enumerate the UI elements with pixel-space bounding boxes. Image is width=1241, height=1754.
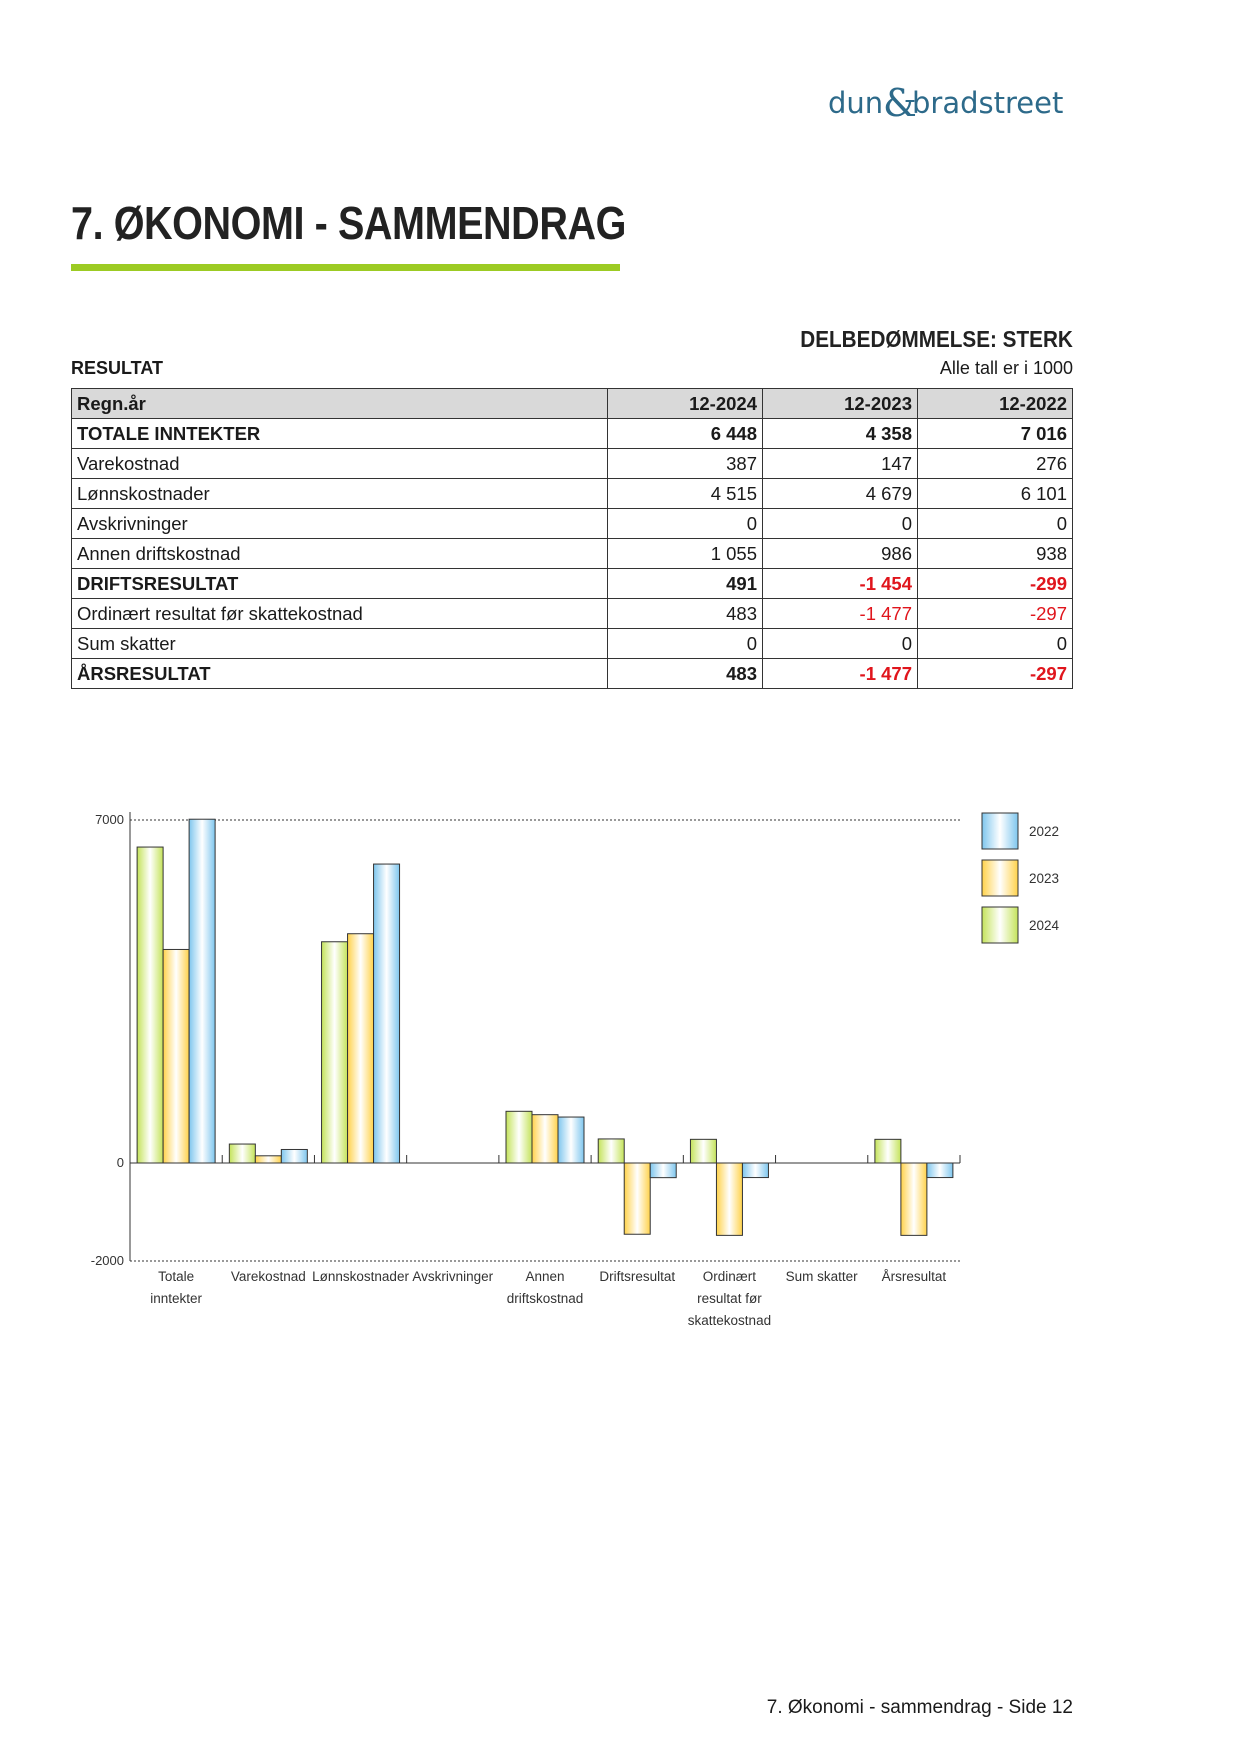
row-label: Ordinært resultat før skattekostnad <box>72 599 608 629</box>
table-row <box>72 419 1073 449</box>
bar-2023 <box>624 1163 650 1234</box>
row-value: -1 477 <box>763 599 918 629</box>
bar-2024 <box>322 942 348 1163</box>
legend-label-2023: 2023 <box>1029 871 1060 886</box>
row-value: 147 <box>763 449 918 479</box>
row-value: -1 477 <box>763 659 918 689</box>
bar-2024 <box>137 847 163 1163</box>
header-year-2022: 12-2022 <box>918 389 1073 419</box>
table-row <box>72 509 1073 539</box>
row-label: Lønnskostnader <box>72 479 608 509</box>
table-row <box>72 479 1073 509</box>
row-label: Annen driftskostnad <box>72 539 608 569</box>
row-value: 0 <box>763 509 918 539</box>
row-value: 0 <box>608 629 763 659</box>
row-value: 491 <box>608 569 763 599</box>
bar-2023 <box>901 1163 927 1235</box>
bar-2022 <box>558 1117 584 1163</box>
header-label: Regn.år <box>72 389 608 419</box>
table-header-row <box>72 389 1073 419</box>
bar-2022 <box>189 819 215 1163</box>
row-label: DRIFTSRESULTAT <box>72 569 608 599</box>
row-value: 387 <box>608 449 763 479</box>
row-value: 0 <box>608 509 763 539</box>
row-value: 1 055 <box>608 539 763 569</box>
row-value: 0 <box>918 629 1073 659</box>
legend-swatch-2023 <box>982 860 1018 896</box>
title-underline <box>71 264 620 271</box>
x-category-label: Lønnskostnader <box>312 1269 409 1284</box>
bar-2023 <box>532 1115 558 1163</box>
bar-2022 <box>927 1163 953 1178</box>
legend-label-2024: 2024 <box>1029 918 1060 933</box>
results-bar-chart <box>0 780 1241 1340</box>
table-row <box>72 629 1073 659</box>
table-row <box>72 539 1073 569</box>
rating-heading: DELBEDØMMELSE: STERK <box>800 326 1073 352</box>
row-value: -299 <box>918 569 1073 599</box>
bar-2024 <box>229 1144 255 1163</box>
row-value: 4 679 <box>763 479 918 509</box>
row-value: 483 <box>608 599 763 629</box>
bar-2024 <box>598 1139 624 1163</box>
header-year-2024: 12-2024 <box>608 389 763 419</box>
row-value: -297 <box>918 599 1073 629</box>
row-value: 986 <box>763 539 918 569</box>
row-value: 0 <box>918 509 1073 539</box>
table-row <box>72 569 1073 599</box>
bar-2023 <box>163 949 189 1163</box>
x-category-label: Totale inntekter <box>150 1269 203 1306</box>
row-value: 938 <box>918 539 1073 569</box>
bar-2022 <box>650 1163 676 1178</box>
row-label: TOTALE INNTEKTER <box>72 419 608 449</box>
y-tick-label: -2000 <box>90 1253 124 1268</box>
row-value: 0 <box>763 629 918 659</box>
row-label: Varekostnad <box>72 449 608 479</box>
bar-2024 <box>506 1111 532 1163</box>
header-year-2023: 12-2023 <box>763 389 918 419</box>
page-title: 7. ØKONOMI - SAMMENDRAG <box>71 197 626 249</box>
bar-2023 <box>255 1156 281 1163</box>
row-value: 4 358 <box>763 419 918 449</box>
row-value: 6 448 <box>608 419 763 449</box>
logo-text-left: dun <box>828 86 884 120</box>
row-label: Sum skatter <box>72 629 608 659</box>
row-value: 6 101 <box>918 479 1073 509</box>
row-value: 4 515 <box>608 479 763 509</box>
bar-2023 <box>348 934 374 1163</box>
bar-2022 <box>281 1149 307 1163</box>
bar-2022 <box>742 1163 768 1178</box>
bar-2024 <box>690 1139 716 1163</box>
page-footer: 7. Økonomi - sammendrag - Side 12 <box>766 1697 1073 1718</box>
x-category-label: Sum skatter <box>785 1269 858 1284</box>
dun-bradstreet-logo <box>828 82 1068 126</box>
x-category-label: Ordinært resultat før skattekostnad <box>687 1269 772 1328</box>
x-category-label: Varekostnad <box>230 1269 306 1284</box>
legend-label-2022: 2022 <box>1029 824 1060 839</box>
table-row <box>72 449 1073 479</box>
row-label: Avskrivninger <box>72 509 608 539</box>
x-category-label: Årsresultat <box>881 1269 947 1284</box>
y-tick-label: 0 <box>116 1155 124 1170</box>
row-label: ÅRSRESULTAT <box>72 659 608 689</box>
section-label: RESULTAT <box>71 358 163 378</box>
legend-swatch-2024 <box>982 907 1018 943</box>
legend-swatch-2022 <box>982 813 1018 849</box>
bar-2022 <box>374 864 400 1163</box>
units-note: Alle tall er i 1000 <box>939 358 1073 378</box>
table-row <box>72 659 1073 689</box>
x-category-label: Driftsresultat <box>599 1269 676 1284</box>
row-value: 7 016 <box>918 419 1073 449</box>
income-statement-table <box>71 388 1073 689</box>
table-body <box>72 419 1073 689</box>
x-category-label: Annen driftskostnad <box>506 1269 584 1306</box>
y-tick-label: 7000 <box>95 812 124 827</box>
bar-2023 <box>716 1163 742 1235</box>
row-value: -1 454 <box>763 569 918 599</box>
bar-2024 <box>875 1139 901 1163</box>
row-value: 276 <box>918 449 1073 479</box>
x-category-label: Avskrivninger <box>412 1269 494 1284</box>
logo-text-right: bradstreet <box>912 86 1064 120</box>
row-value: -297 <box>918 659 1073 689</box>
row-value: 483 <box>608 659 763 689</box>
table-row <box>72 599 1073 629</box>
logo-ampersand: & <box>883 82 917 125</box>
